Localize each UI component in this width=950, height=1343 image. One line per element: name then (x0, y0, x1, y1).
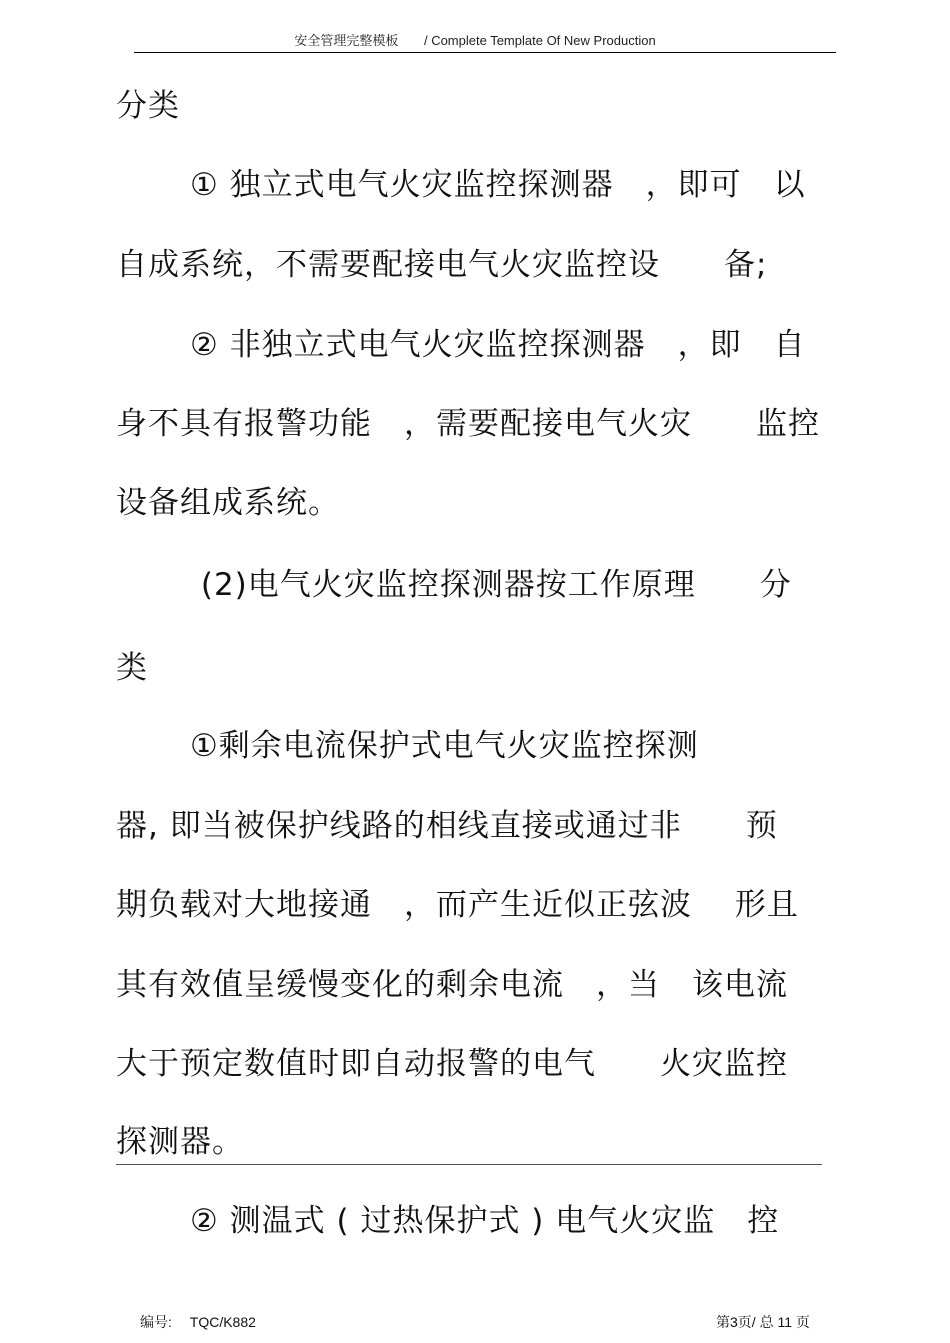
body-line: 分类 (116, 88, 180, 124)
body-line: 设备组成系统。 (116, 485, 340, 521)
body-line: 自成系统，不需要配接电气火灾监控设 备; (116, 247, 768, 283)
body-line: 探测器。 (116, 1124, 244, 1160)
footer-code (140, 1312, 256, 1332)
header-subtitle: / Complete Template Of New Production (423, 33, 656, 48)
footer-page-info: 第3页/ 总 11 页 (716, 1314, 810, 1330)
footer-code-value: TQC/K882 (189, 1314, 256, 1330)
body-line: ①剩余电流保护式电气火灾监控探测 (190, 728, 699, 764)
page-header (0, 30, 950, 49)
body-line: 身不具有报警功能 ，需要配接电气火灾 监控 (116, 406, 820, 442)
body-line: 大于预定数值时即自动报警的电气 火灾监控 (116, 1046, 788, 1082)
body-line: 器, 即当被保护线路的相线直接或通过非 预 (116, 808, 778, 844)
body-line: (2)电气火灾监控探测器按工作原理 分 (190, 567, 792, 603)
body-line: ① 独立式电气火灾监控探测器 ，即可 以 (190, 167, 806, 203)
section-divider (116, 1164, 822, 1165)
footer-code-label: 编号: (140, 1314, 172, 1330)
body-line: ② 非独立式电气火灾监控探测器 ，即 自 (190, 327, 806, 363)
body-line: 期负载对大地接通 ，而产生近似正弦波 形且 (116, 887, 799, 923)
body-line: 其有效值呈缓慢变化的剩余电流 ，当 该电流 (116, 967, 788, 1003)
body-line: 类 (116, 650, 148, 686)
header-title: 安全管理完整模板 (294, 33, 399, 48)
body-line: ② 测温式 ( 过热保护式 ) 电气火灾监 控 (190, 1203, 780, 1239)
header-divider (134, 52, 836, 53)
